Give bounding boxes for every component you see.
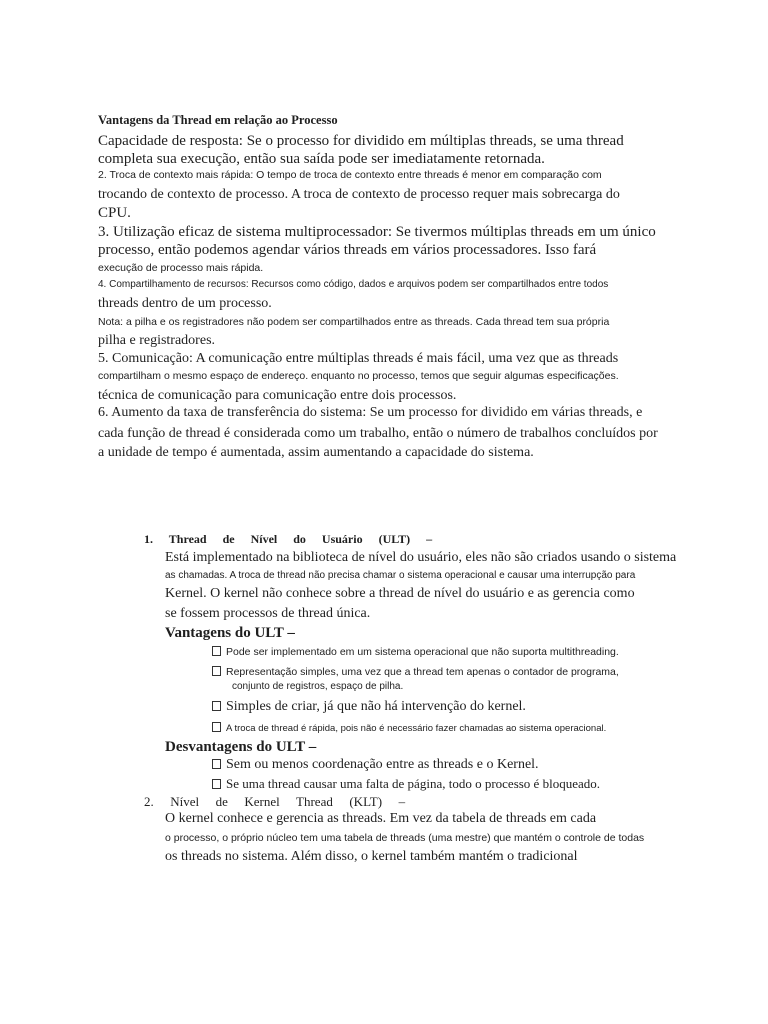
text-line: Capacidade de resposta: Se o processo for dividido em múltiplas threads, se uma thread: [98, 133, 624, 149]
ult-advantage-item: Representação simples, uma vez que a thread tem apenas o contador de programa,: [212, 666, 619, 678]
ult-disadvantages-title: Desvantagens do ULT –: [165, 739, 317, 755]
text-line: threads dentro de um processo.: [98, 296, 272, 311]
section-title: Vantagens da Thread em relação ao Processo: [98, 113, 338, 127]
ult-disadvantage-item: Se uma thread causar uma falta de página, todo o processo é bloqueado.: [212, 777, 600, 790]
ult-disadvantage-item: Sem ou menos coordenação entre as threads e o Kernel.: [212, 758, 539, 772]
text-line: compartilham o mesmo espaço de endereço. enquanto no processo, temos que seguir algumas especificações.: [98, 370, 619, 382]
ult-advantages-title: Vantagens do ULT –: [165, 625, 295, 641]
checkbox-glyph-icon: [212, 759, 221, 769]
text-line: trocando de contexto de processo. A troca de contexto de processo requer mais sobrecarga do: [98, 187, 620, 202]
text-line: processo, então podemos agendar vários threads em vários processadores. Isso fará: [98, 242, 597, 258]
text-line: pilha e registradores.: [98, 333, 216, 348]
ult-heading: 1. Thread de Nível do Usuário (ULT) –: [144, 532, 433, 546]
checkbox-glyph-icon: [212, 779, 221, 789]
klt-heading: 2. Nível de Kernel Thread (KLT) –: [144, 794, 406, 809]
text-line: 6. Aumento da taxa de transferência do sistema: Se um processo for dividido em várias threads, e: [98, 405, 643, 420]
klt-desc-line: os threads no sistema. Além disso, o kernel também mantém o tradicional: [165, 849, 578, 864]
text-line: completa sua execução, então sua saída pode ser imediatamente retornada.: [98, 151, 545, 167]
ult-desc-line: Kernel. O kernel não conhece sobre a thread de nível do usuário e as gerencia como: [165, 586, 635, 601]
text-line: a unidade de tempo é aumentada, assim aumentando a capacidade do sistema.: [98, 445, 534, 460]
ult-advantage-item-cont: conjunto de registros, espaço de pilha.: [232, 681, 404, 692]
checkbox-glyph-icon: [212, 666, 221, 676]
text-line: 5. Comunicação: A comunicação entre múltiplas threads é mais fácil, uma vez que as threads: [98, 351, 619, 366]
text-line: CPU.: [98, 205, 131, 221]
text-line: execução de processo mais rápida.: [98, 262, 264, 274]
ult-advantage-item: Simples de criar, já que não há intervenção do kernel.: [212, 700, 526, 714]
ult-desc-line: se fossem processos de thread única.: [165, 606, 371, 621]
text-line: 2. Troca de contexto mais rápida: O tempo de troca de contexto entre threads é menor em comparação com: [98, 169, 602, 181]
ult-advantage-item: Pode ser implementado em um sistema operacional que não suporta multithreading.: [212, 646, 619, 658]
ult-desc-line: Está implementado na biblioteca de nível do usuário, eles não são criados usando o sistema: [165, 550, 677, 565]
text-line: Nota: a pilha e os registradores não podem ser compartilhados entre as threads. Cada thread tem sua própria: [98, 316, 610, 328]
text-line: técnica de comunicação para comunicação entre dois processos.: [98, 388, 457, 403]
text-line: cada função de thread é considerada como um trabalho, então o número de trabalhos concluídos por: [98, 426, 658, 441]
checkbox-glyph-icon: [212, 646, 221, 656]
klt-desc-line: o processo, o próprio núcleo tem uma tabela de threads (uma mestre) que mantém o controle de todas: [165, 832, 645, 844]
klt-desc-line: O kernel conhece e gerencia as threads. Em vez da tabela de threads em cada: [165, 811, 597, 826]
ult-desc-line: as chamadas. A troca de thread não precisa chamar o sistema operacional e causar uma interrupção para: [165, 570, 636, 581]
checkbox-glyph-icon: [212, 722, 221, 732]
checkbox-glyph-icon: [212, 701, 221, 711]
text-line: 4. Compartilhamento de recursos: Recursos como código, dados e arquivos podem ser compartilhados entre todos: [98, 279, 609, 290]
ult-advantage-item: A troca de thread é rápida, pois não é necessário fazer chamadas ao sistema operacional.: [212, 722, 606, 734]
text-line: 3. Utilização eficaz de sistema multiprocessador: Se tivermos múltiplas threads em um único: [98, 224, 656, 240]
